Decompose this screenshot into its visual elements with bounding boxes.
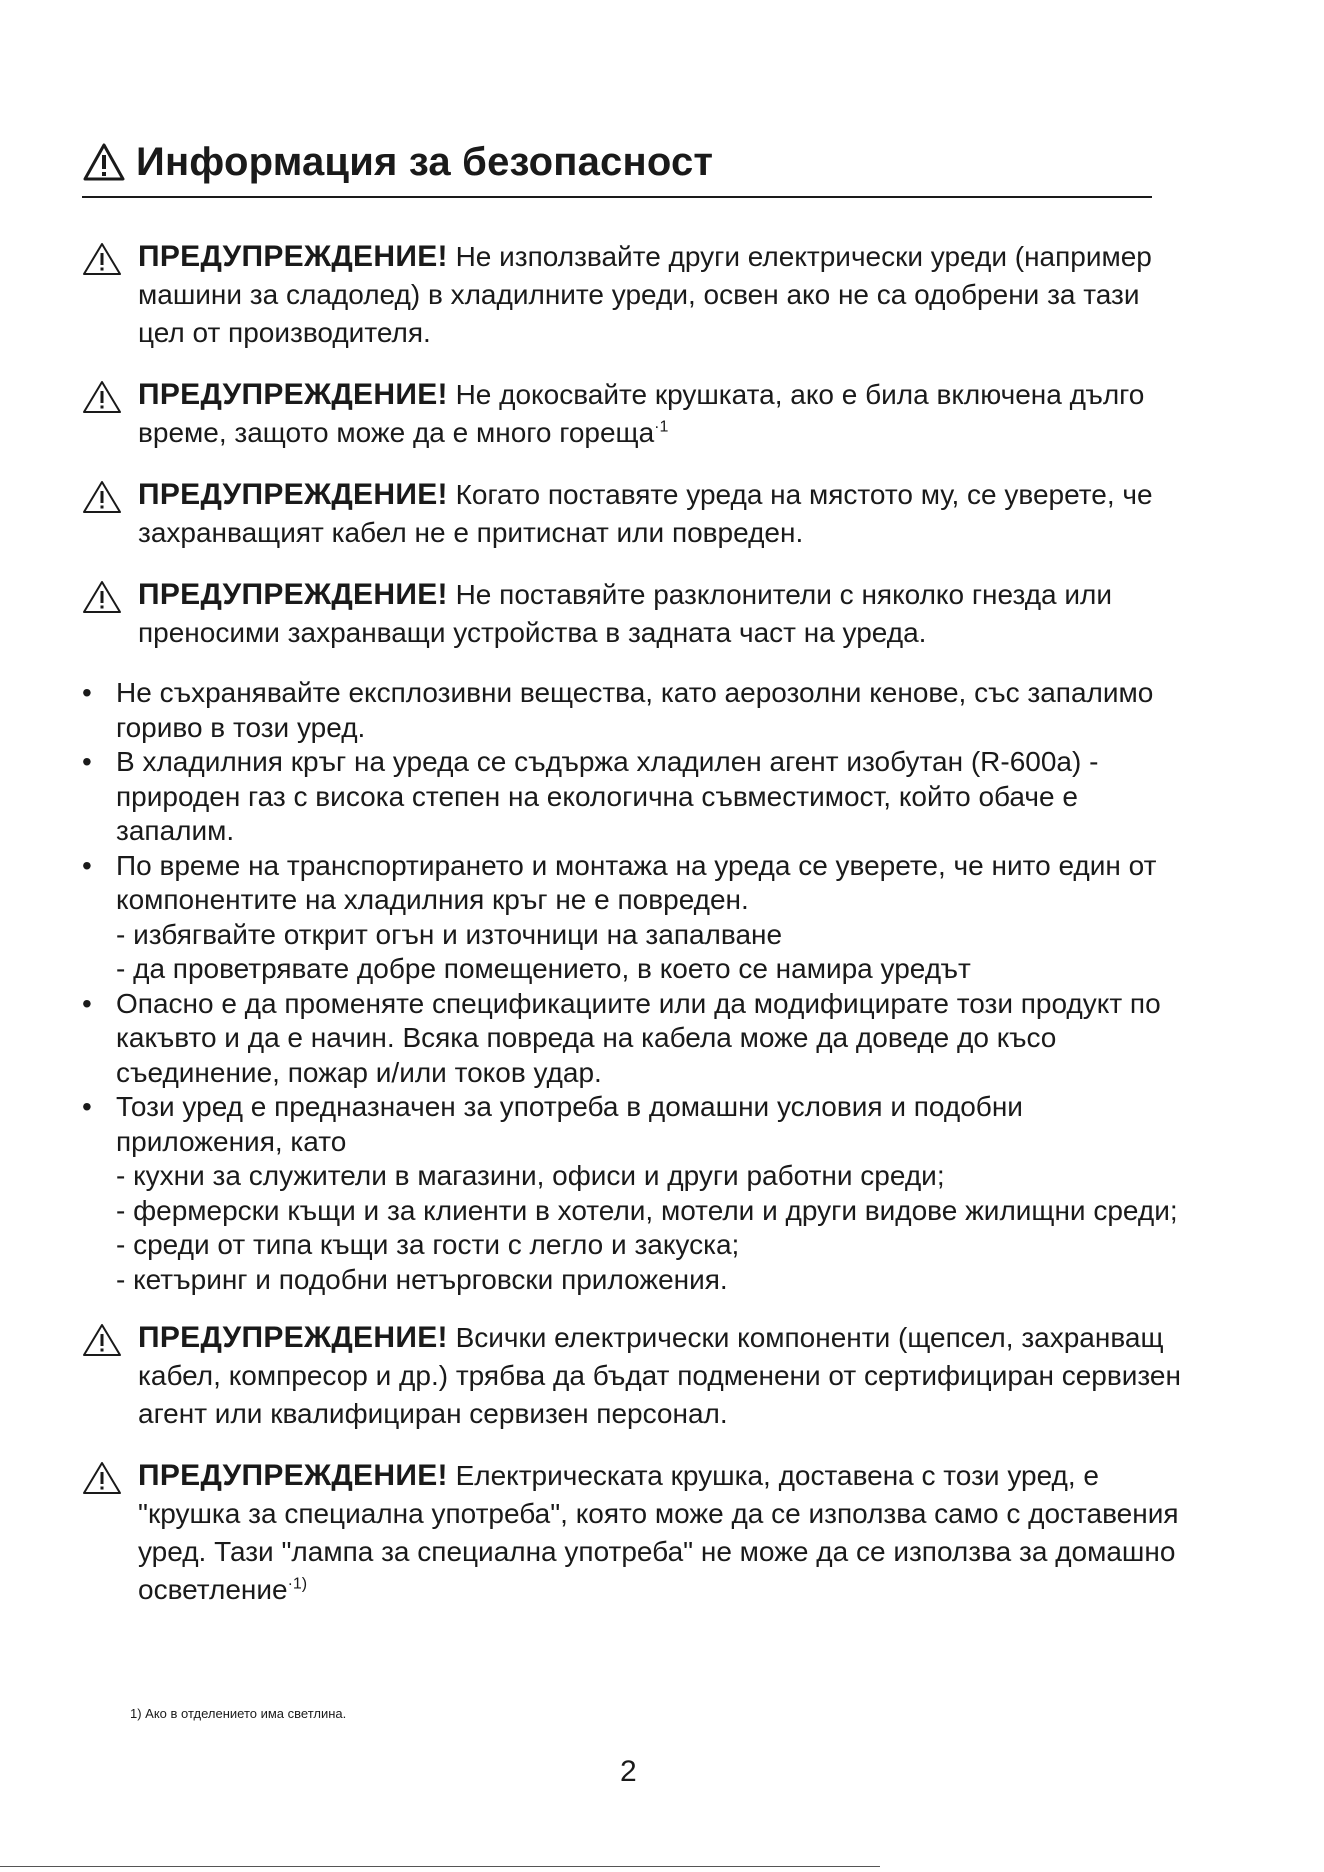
warning-keyword: ПРЕДУПРЕЖДЕНИЕ! bbox=[138, 1321, 448, 1354]
list-item bbox=[82, 849, 1182, 987]
safety-content bbox=[82, 238, 1182, 1633]
bullet-text: Не съхранявайте експлозивни вещества, като аерозолни кенове, със запалимо гориво в този уред. bbox=[116, 677, 1154, 743]
list-item bbox=[82, 1090, 1182, 1297]
warnings-bottom bbox=[82, 1319, 1182, 1609]
warning-keyword: ПРЕДУПРЕЖДЕНИЕ! bbox=[138, 240, 448, 273]
footnote: 1) Ако в отделението има светлина. bbox=[130, 1706, 347, 1721]
sub-list-item: - фермерски къщи и за клиенти в хотели, мотели и други видове жилищни среди; bbox=[116, 1194, 1178, 1226]
section-title bbox=[82, 132, 713, 192]
warning-item bbox=[82, 376, 1182, 452]
bullet-text: Опасно е да променяте спецификациите или да модифицирате този продукт по какъвто и да е начин. Всяка повреда на кабела може да доведе до късо съединение, пожар и/или токов удар. bbox=[116, 987, 1161, 1088]
warning-text: Не докосвайте крушката, ако е била включена дълго време, защото може да е много гореща bbox=[138, 379, 1145, 448]
warning-keyword: ПРЕДУПРЕЖДЕНИЕ! bbox=[138, 378, 448, 411]
warning-item bbox=[82, 238, 1182, 352]
warning-triangle-icon bbox=[82, 242, 122, 276]
warning-keyword: ПРЕДУПРЕЖДЕНИЕ! bbox=[138, 1459, 448, 1492]
sub-list-item: - среди от типа къщи за гости с легло и закуска; bbox=[116, 1229, 740, 1260]
bullet-list bbox=[82, 676, 1182, 1297]
warning-text: Когато поставяте уреда на мястото му, се уверете, че захранващият кабел не е притиснат или повреден. bbox=[138, 479, 1153, 548]
page-title: Информация за безопасност bbox=[136, 139, 714, 184]
footnote-marker: ·1) bbox=[287, 1575, 308, 1593]
bullet-marker: • bbox=[82, 849, 92, 881]
page-number: 2 bbox=[620, 1755, 637, 1788]
warning-item bbox=[82, 1319, 1182, 1433]
warning-triangle-icon bbox=[82, 580, 122, 614]
bullet-marker: • bbox=[82, 1091, 92, 1122]
warning-keyword: ПРЕДУПРЕЖДЕНИЕ! bbox=[138, 478, 448, 511]
warning-item bbox=[82, 476, 1182, 552]
sub-list-item: - кетъринг и подобни нетърговски приложения. bbox=[116, 1263, 728, 1295]
warning-triangle-icon bbox=[82, 1323, 122, 1357]
footnote-marker: ·1 bbox=[654, 418, 669, 436]
bullet-text: В хладилния кръг на уреда се съдържа хладилен агент изобутан (R-600a) - природен газ с висока степен на екологична съвместимост, който обаче е запалим. bbox=[116, 746, 1099, 846]
list-item bbox=[82, 676, 1182, 745]
bullet-marker: • bbox=[82, 987, 92, 1019]
bullet-text: Този уред е предназначен за употреба в домашни условия и подобни приложения, като bbox=[116, 1091, 1023, 1157]
sub-list-item: - да проветрявате добре помещението, в което се намира уредът bbox=[116, 953, 971, 984]
warning-item bbox=[82, 576, 1182, 652]
warning-text: Електрическата крушка, доставена с този уред, е "крушка за специална употреба", която може да се използва само с доставения уред. Тази "лампа за специална употреба" не може да се използва за домашно осветление bbox=[138, 1460, 1179, 1605]
warning-text: Не използвайте други електрически уреди (например машини за сладолед) в хладилните уреди, освен ако не са одобрени за тази цел от производителя. bbox=[138, 241, 1152, 348]
warning-triangle-icon bbox=[82, 1461, 122, 1495]
warning-keyword: ПРЕДУПРЕЖДЕНИЕ! bbox=[138, 578, 448, 611]
warning-triangle-icon bbox=[82, 480, 122, 514]
warning-text: Не поставяйте разклонители с няколко гнезда или преносими захранващи устройства в задната част на уреда. bbox=[138, 579, 1113, 648]
title-divider bbox=[82, 196, 1152, 198]
bullet-text: По време на транспортирането и монтажа на уреда се уверете, че нито един от компонентите на хладилния кръг не е повреден. bbox=[116, 849, 1157, 915]
list-item bbox=[82, 745, 1182, 849]
warning-item bbox=[82, 1457, 1182, 1609]
warning-triangle-icon bbox=[82, 142, 126, 182]
list-item bbox=[82, 987, 1182, 1091]
bullet-marker: • bbox=[82, 746, 92, 777]
bottom-divider bbox=[0, 1866, 880, 1867]
sub-list-item: - избягвайте открит огън и източници на запалване bbox=[116, 918, 783, 950]
bullet-marker: • bbox=[82, 677, 92, 708]
sub-list-item: - кухни за служители в магазини, офиси и други работни среди; bbox=[116, 1160, 945, 1191]
warnings-top bbox=[82, 238, 1182, 652]
warning-triangle-icon bbox=[82, 380, 122, 414]
warning-text: Всички електрически компоненти (щепсел, захранващ кабел, компресор и др.) трябва да бъдат подменени от сертифициран сервизен агент или квалифициран сервизен персонал. bbox=[138, 1322, 1181, 1429]
